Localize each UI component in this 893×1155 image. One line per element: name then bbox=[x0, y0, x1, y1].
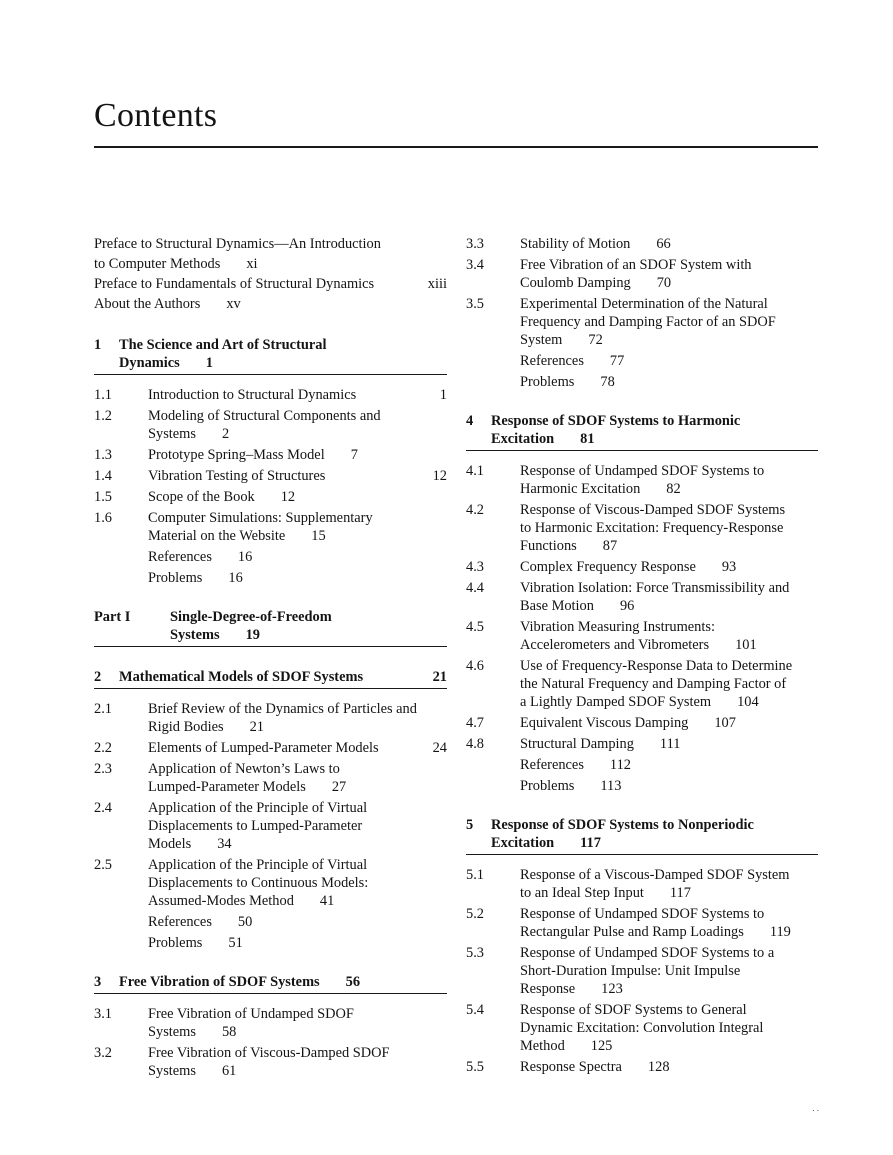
front-matter-line bbox=[94, 255, 447, 275]
page-number: xv bbox=[226, 296, 241, 312]
page-number: 12 bbox=[432, 468, 447, 484]
page-number: 101 bbox=[735, 637, 757, 653]
section-title: Displacements to Continuous Models: bbox=[148, 875, 369, 891]
section-entry bbox=[466, 905, 818, 941]
heading-line bbox=[466, 430, 818, 448]
ref-label: Problems bbox=[520, 374, 575, 390]
section-entry bbox=[94, 407, 447, 443]
front-matter-line bbox=[94, 295, 447, 315]
section-title: Vibration Testing of Structures bbox=[148, 468, 326, 484]
section-title: Response 123 bbox=[520, 981, 623, 997]
page-number: 34 bbox=[217, 836, 232, 852]
section-number: 1.3 bbox=[94, 447, 112, 463]
page-number: 16 bbox=[237, 549, 253, 565]
section-number: 4.6 bbox=[466, 658, 484, 674]
page-number: xi bbox=[246, 256, 258, 272]
section-number: 4.8 bbox=[466, 736, 484, 752]
page-number: 93 bbox=[721, 559, 737, 575]
section-entry bbox=[466, 618, 818, 654]
section-title: Rectangular Pulse and Ramp Loadings 119 bbox=[520, 924, 791, 940]
section-number: 3.2 bbox=[94, 1045, 112, 1061]
toc-left-column bbox=[94, 235, 447, 1083]
section-title: Free Vibration of Undamped SDOF bbox=[148, 1006, 354, 1022]
section-list bbox=[466, 866, 818, 1076]
part-heading bbox=[94, 608, 447, 647]
page-number: 77 bbox=[609, 353, 625, 369]
page-title: Contents bbox=[94, 97, 218, 134]
page-number: 21 bbox=[432, 669, 447, 685]
page-number: 112 bbox=[609, 757, 631, 773]
page-number: 96 bbox=[619, 598, 635, 614]
section-title: Material on the Website 15 bbox=[148, 528, 326, 544]
ref-label: Problems bbox=[148, 935, 203, 951]
front-matter-line bbox=[94, 235, 447, 255]
chapter-heading bbox=[94, 668, 447, 689]
section-title: Models 34 bbox=[148, 836, 232, 852]
toc-right-column bbox=[466, 235, 818, 1079]
section-title: Response of Viscous-Damped SDOF Systems bbox=[520, 502, 786, 518]
problems-entry bbox=[466, 777, 818, 795]
chapter-title: Dynamics bbox=[119, 355, 180, 371]
page-number: 50 bbox=[237, 914, 253, 930]
section-list bbox=[94, 1005, 447, 1080]
page-number: 41 bbox=[319, 893, 335, 909]
section-number: 3.3 bbox=[466, 236, 484, 252]
section-title: Accelerometers and Vibrometers 101 bbox=[520, 637, 757, 653]
section-title: the Natural Frequency and Damping Factor of bbox=[520, 676, 787, 692]
heading-line bbox=[94, 354, 447, 372]
section-entry bbox=[466, 714, 818, 732]
section-title: to an Ideal Step Input 117 bbox=[520, 885, 691, 901]
section-title: Use of Frequency-Response Data to Determine bbox=[520, 658, 793, 674]
page-number: 61 bbox=[221, 1063, 237, 1079]
page-number: 117 bbox=[669, 885, 691, 901]
page-number: 128 bbox=[647, 1059, 670, 1075]
section-number: 3.4 bbox=[466, 257, 484, 273]
section-number: 4.3 bbox=[466, 559, 484, 575]
page-number: 24 bbox=[432, 740, 447, 756]
page-number: 7 bbox=[350, 447, 358, 463]
chapter-title: Response of SDOF Systems to Harmonic bbox=[491, 413, 741, 429]
section-entry bbox=[466, 735, 818, 753]
section-entry bbox=[466, 558, 818, 576]
page-number: 16 bbox=[228, 570, 243, 586]
page-number: 117 bbox=[580, 835, 601, 851]
heading-line bbox=[466, 412, 818, 430]
page-number: 1 bbox=[439, 387, 447, 403]
section-title: Experimental Determination of the Natural bbox=[520, 296, 768, 312]
page-number: 19 bbox=[245, 627, 260, 643]
problems-entry bbox=[466, 373, 818, 391]
section-number: 1.6 bbox=[94, 510, 112, 526]
ref-label: References bbox=[148, 914, 212, 930]
page-number: 21 bbox=[249, 719, 264, 735]
corner-mark: . . bbox=[812, 1103, 819, 1113]
page-number: 12 bbox=[280, 489, 296, 505]
part-number: Part I bbox=[94, 609, 131, 625]
section-number: 1.5 bbox=[94, 489, 112, 505]
page-number: 123 bbox=[601, 981, 623, 997]
page-number: 78 bbox=[600, 374, 615, 390]
ref-label: References bbox=[148, 549, 212, 565]
section-title: Harmonic Excitation 82 bbox=[520, 481, 681, 497]
section-number: 1.4 bbox=[94, 468, 112, 484]
section-number: 2.1 bbox=[94, 701, 112, 717]
page-number: 119 bbox=[769, 924, 791, 940]
section-title: Free Vibration of an SDOF System with bbox=[520, 257, 752, 273]
section-title: Structural Damping 111 bbox=[520, 736, 681, 752]
front-matter-title: About the Authors bbox=[94, 296, 201, 312]
chapter-number: 4 bbox=[466, 413, 474, 429]
page-number: 81 bbox=[580, 431, 595, 447]
section-title: Response of Undamped SDOF Systems to bbox=[520, 906, 765, 922]
section-entry bbox=[94, 386, 447, 404]
section-entry bbox=[466, 295, 818, 349]
references-entry bbox=[466, 756, 818, 774]
section-title: Response of a Viscous-Damped SDOF System bbox=[520, 867, 790, 883]
section-entry bbox=[466, 256, 818, 292]
section-entry bbox=[94, 739, 447, 757]
problems-entry bbox=[94, 934, 447, 952]
chapter-title: Excitation bbox=[491, 835, 555, 851]
section-title: Application of the Principle of Virtual bbox=[148, 857, 368, 873]
section-title: Scope of the Book 12 bbox=[148, 489, 296, 505]
chapter-number: 5 bbox=[466, 817, 474, 833]
page-number: 107 bbox=[714, 715, 736, 731]
references-entry bbox=[94, 548, 447, 566]
section-title: Displacements to Lumped-Parameter bbox=[148, 818, 363, 834]
ref-label: Problems bbox=[148, 570, 203, 586]
heading-line bbox=[466, 834, 818, 852]
section-title: Application of the Principle of Virtual bbox=[148, 800, 368, 816]
section-number: 2.2 bbox=[94, 740, 112, 756]
references-entry bbox=[466, 352, 818, 370]
title-rule bbox=[94, 146, 818, 148]
section-number: 1.2 bbox=[94, 408, 112, 424]
section-title: Method 125 bbox=[520, 1038, 613, 1054]
section-title: Dynamic Excitation: Convolution Integral bbox=[520, 1020, 764, 1036]
ref-label: References bbox=[520, 757, 584, 773]
section-title: Functions 87 bbox=[520, 538, 618, 554]
page-number: 125 bbox=[590, 1038, 613, 1054]
section-title: Frequency and Damping Factor of an SDOF bbox=[520, 314, 776, 330]
section-title: a Lightly Damped SDOF System 104 bbox=[520, 694, 759, 710]
section-number: 4.2 bbox=[466, 502, 484, 518]
heading-line bbox=[94, 626, 447, 644]
page-number: 82 bbox=[666, 481, 681, 497]
section-title: Complex Frequency Response 93 bbox=[520, 559, 737, 575]
page-number: 56 bbox=[345, 974, 361, 990]
chapter-title: Mathematical Models of SDOF Systems bbox=[119, 669, 364, 685]
section-entry bbox=[466, 866, 818, 902]
page-number: 2 bbox=[221, 426, 230, 442]
page-number: 72 bbox=[588, 332, 603, 348]
section-title: Response of Undamped SDOF Systems to bbox=[520, 463, 765, 479]
section-entry bbox=[94, 467, 447, 485]
section-entry bbox=[94, 446, 447, 464]
section-entry bbox=[466, 1058, 818, 1076]
heading-line bbox=[466, 816, 818, 834]
section-title: Assumed-Modes Method 41 bbox=[148, 893, 335, 909]
front-matter-title: to Computer Methods bbox=[94, 256, 221, 272]
page-number: 104 bbox=[737, 694, 759, 710]
front-matter-line bbox=[94, 275, 447, 295]
page-number: 1 bbox=[205, 355, 213, 371]
section-number: 5.1 bbox=[466, 867, 484, 883]
chapter-heading bbox=[94, 336, 447, 375]
problems-entry bbox=[94, 569, 447, 587]
section-entry bbox=[466, 462, 818, 498]
section-number: 4.1 bbox=[466, 463, 484, 479]
section-entry bbox=[94, 856, 447, 910]
section-title: Systems 2 bbox=[148, 426, 230, 442]
section-number: 5.4 bbox=[466, 1002, 484, 1018]
heading-line bbox=[94, 336, 447, 354]
section-number: 2.4 bbox=[94, 800, 112, 816]
references-entry bbox=[94, 913, 447, 931]
section-title: Modeling of Structural Components and bbox=[148, 408, 381, 424]
section-entry bbox=[94, 1005, 447, 1041]
section-title: System 72 bbox=[520, 332, 603, 348]
front-matter-title: Preface to Fundamentals of Structural Dynamics bbox=[94, 276, 375, 292]
section-title: Systems 58 bbox=[148, 1024, 237, 1040]
section-title: Response of Undamped SDOF Systems to a bbox=[520, 945, 775, 961]
section-title: Vibration Measuring Instruments: bbox=[520, 619, 715, 635]
page-number: 111 bbox=[659, 736, 681, 752]
page-number: 15 bbox=[311, 528, 326, 544]
section-title: Short-Duration Impulse: Unit Impulse bbox=[520, 963, 741, 979]
chapter-title: The Science and Art of Structural bbox=[119, 337, 327, 353]
section-number: 4.4 bbox=[466, 580, 484, 596]
section-number: 5.2 bbox=[466, 906, 484, 922]
section-title: Introduction to Structural Dynamics bbox=[148, 387, 357, 403]
section-title: to Harmonic Excitation: Frequency-Response bbox=[520, 520, 784, 536]
section-title: Vibration Isolation: Force Transmissibility and bbox=[520, 580, 790, 596]
heading-line bbox=[94, 668, 447, 686]
chapter-title: Excitation bbox=[491, 431, 555, 447]
section-title: Elements of Lumped-Parameter Models bbox=[148, 740, 379, 756]
page-number: 70 bbox=[656, 275, 672, 291]
section-title: Application of Newton’s Laws to bbox=[148, 761, 340, 777]
section-title: Brief Review of the Dynamics of Particles and bbox=[148, 701, 417, 717]
section-title: Response of SDOF Systems to General bbox=[520, 1002, 747, 1018]
section-title: Computer Simulations: Supplementary bbox=[148, 510, 373, 526]
section-entry bbox=[94, 509, 447, 545]
heading-line bbox=[94, 608, 447, 626]
section-number: 2.3 bbox=[94, 761, 112, 777]
section-title: Stability of Motion 66 bbox=[520, 236, 671, 252]
section-entry bbox=[466, 1001, 818, 1055]
section-number: 4.5 bbox=[466, 619, 484, 635]
section-entry bbox=[94, 1044, 447, 1080]
section-number: 3.1 bbox=[94, 1006, 112, 1022]
heading-line bbox=[94, 973, 447, 991]
section-number: 1.1 bbox=[94, 387, 112, 403]
section-title: Equivalent Viscous Damping 107 bbox=[520, 715, 736, 731]
ref-label: Problems bbox=[520, 778, 575, 794]
section-title: Lumped-Parameter Models 27 bbox=[148, 779, 347, 795]
chapter-number: 3 bbox=[94, 974, 102, 990]
page-number: xiii bbox=[427, 276, 447, 292]
section-entry bbox=[466, 501, 818, 555]
page-number: 27 bbox=[331, 779, 347, 795]
part-title: Systems bbox=[170, 627, 220, 643]
section-entry bbox=[94, 700, 447, 736]
section-entry bbox=[94, 760, 447, 796]
ref-label: References bbox=[520, 353, 584, 369]
section-title: Base Motion 96 bbox=[520, 598, 635, 614]
section-title: Prototype Spring–Mass Model 7 bbox=[148, 447, 358, 463]
page-number: 66 bbox=[656, 236, 671, 252]
part-title: Single-Degree-of-Freedom bbox=[170, 609, 332, 625]
section-title: Response Spectra 128 bbox=[520, 1059, 670, 1075]
section-number: 2.5 bbox=[94, 857, 112, 873]
chapter-title: Response of SDOF Systems to Nonperiodic bbox=[491, 817, 754, 833]
section-title: Systems 61 bbox=[148, 1063, 237, 1079]
chapter-heading bbox=[466, 412, 818, 451]
section-entry bbox=[94, 488, 447, 506]
section-entry bbox=[466, 235, 818, 253]
chapter-heading bbox=[466, 816, 818, 855]
section-number: 4.7 bbox=[466, 715, 484, 731]
page-number: 51 bbox=[228, 935, 243, 951]
chapter-title: Free Vibration of SDOF Systems bbox=[119, 974, 320, 990]
section-entry bbox=[466, 579, 818, 615]
section-title: Coulomb Damping 70 bbox=[520, 275, 672, 291]
section-list bbox=[94, 700, 447, 910]
section-title: Free Vibration of Viscous-Damped SDOF bbox=[148, 1045, 390, 1061]
section-title: Rigid Bodies 21 bbox=[148, 719, 264, 735]
section-entry bbox=[466, 657, 818, 711]
section-number: 5.3 bbox=[466, 945, 484, 961]
section-number: 3.5 bbox=[466, 296, 484, 312]
page-number: 87 bbox=[602, 538, 618, 554]
section-number: 5.5 bbox=[466, 1059, 484, 1075]
section-entry bbox=[466, 944, 818, 998]
chapter-heading bbox=[94, 973, 447, 994]
page-number: 113 bbox=[600, 778, 622, 794]
front-matter-title: Preface to Structural Dynamics—An Introduction bbox=[94, 236, 381, 252]
section-list bbox=[466, 462, 818, 753]
chapter-number: 1 bbox=[94, 337, 102, 353]
chapter-number: 2 bbox=[94, 669, 102, 685]
section-list bbox=[466, 235, 818, 349]
page-number: 58 bbox=[221, 1024, 237, 1040]
section-list bbox=[94, 386, 447, 545]
section-entry bbox=[94, 799, 447, 853]
